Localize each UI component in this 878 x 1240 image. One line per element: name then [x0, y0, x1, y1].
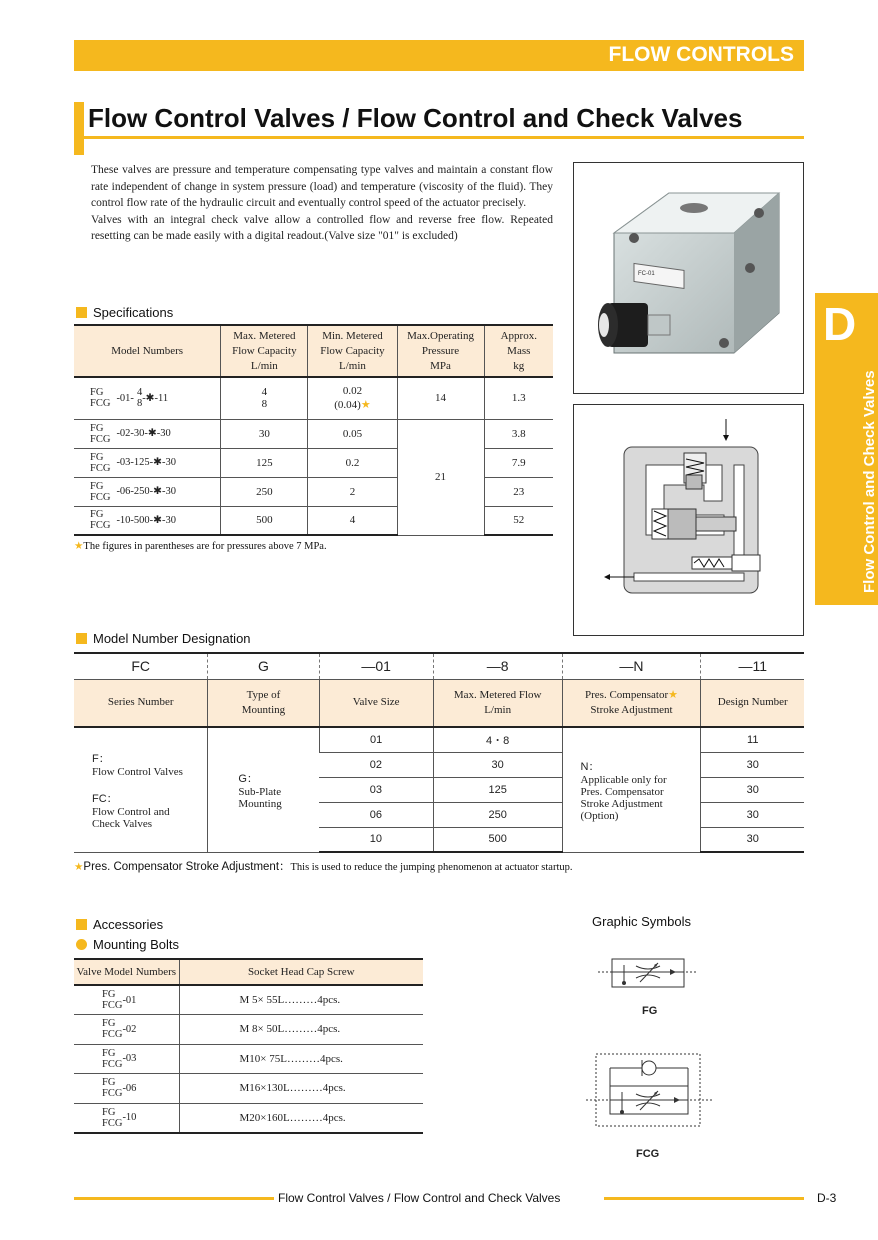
- max-flow-value: 125: [221, 448, 308, 477]
- bolts-header-screw: Socket Head Cap Screw: [179, 959, 423, 985]
- bolt-model-size: -06: [122, 1082, 137, 1094]
- specifications-table: [74, 324, 553, 536]
- header-size: [319, 679, 433, 727]
- compensator-desc-3: Stroke Adjustment: [580, 797, 663, 810]
- design-value: 30: [701, 802, 804, 827]
- spec-header-min-l2: Flow Capacity: [320, 344, 385, 357]
- header-series-text: Series Number: [107, 696, 174, 709]
- footer-line-right: [604, 1197, 804, 1200]
- header-flow-l1: Max. Metered Flow: [453, 688, 542, 701]
- spec-header-mass-l3: kg: [513, 359, 525, 372]
- accessories-heading: [76, 917, 163, 932]
- code-mounting: G: [208, 653, 319, 679]
- header-design-text: Design Number: [717, 696, 788, 709]
- graphic-symbols-heading: Graphic Symbols: [592, 914, 691, 929]
- spec-footnote: [74, 540, 327, 552]
- series-fc-desc-1: Flow Control and: [92, 805, 170, 818]
- table-row: [74, 1103, 423, 1133]
- design-value: 30: [701, 777, 804, 802]
- series-f-desc: Flow Control Valves: [92, 765, 183, 778]
- star-icon: ★: [74, 541, 84, 552]
- max-flow-value: 8: [261, 398, 268, 411]
- specifications-heading-text: Specifications: [93, 305, 174, 320]
- title-underline: [84, 136, 804, 139]
- page-title: Flow Control Valves / Flow Control and Check Valves: [88, 103, 743, 133]
- spec-header-min-l3: L/min: [339, 359, 366, 372]
- spec-header-pressure-l1: Max.Operating: [407, 329, 474, 342]
- header-compensator-l1: Pres. Compensator: [585, 688, 669, 701]
- chapter-tab-label: Flow Control and Check Valves: [861, 370, 878, 593]
- mounting-bolts-heading-text: Mounting Bolts: [93, 937, 179, 952]
- mounting-desc-1: Sub-Plate: [238, 785, 282, 798]
- model-suffix: -02-30-✱-30: [116, 428, 171, 439]
- pressure-value: 14: [397, 377, 484, 419]
- spec-header-model-text: Model Numbers: [111, 344, 184, 357]
- star-icon: ★: [668, 688, 678, 701]
- table-row: [74, 727, 804, 752]
- model-prefix-fg: FG: [90, 451, 104, 463]
- min-flow-value: 0.2: [308, 448, 397, 477]
- spec-header-pressure-l3: MPa: [430, 359, 451, 372]
- max-flow-value: 500: [221, 506, 308, 535]
- fcg-symbol: [586, 1050, 712, 1130]
- heading-square-icon: [76, 919, 87, 930]
- compensator-desc-2: Pres. Compensator: [580, 785, 664, 798]
- fg-symbol: [598, 955, 698, 995]
- mass-value: 52: [484, 506, 553, 535]
- compensator-code: N：: [580, 760, 600, 773]
- table-row: [74, 377, 553, 419]
- series-options: [74, 727, 208, 852]
- header-compensator: [562, 679, 701, 727]
- mounting-bolts-heading: [76, 937, 179, 952]
- spec-footnote-text: The figures in parentheses are for pressures above 7 MPa.: [83, 541, 327, 552]
- spec-header-max-l2: Flow Capacity: [232, 344, 297, 357]
- model-prefix-fcg: FCG: [102, 1000, 123, 1011]
- screw-value: M10× 75L………4pcs.: [179, 1044, 423, 1074]
- spec-header-min-l1: Min. Metered: [322, 329, 383, 342]
- size-value: 01: [319, 727, 433, 752]
- mounting-options: [208, 727, 319, 852]
- intro-text: [91, 162, 553, 245]
- mounting-code: G：: [238, 772, 258, 785]
- header-mounting: [208, 679, 319, 727]
- max-flow-value: 250: [221, 477, 308, 506]
- page-number: D-3: [817, 1191, 837, 1205]
- header-compensator-l2: Stroke Adjustment: [590, 703, 673, 716]
- code-flow: —8: [433, 653, 562, 679]
- model-prefix-fg: FG: [90, 387, 104, 399]
- bolt-model-size: -02: [122, 1023, 137, 1035]
- designation-footnote-text: This is used to reduce the jumping phenomenon at actuator startup.: [290, 862, 573, 873]
- mass-value: 3.8: [484, 419, 553, 448]
- compensator-desc-1: Applicable only for: [580, 773, 667, 786]
- heading-square-icon: [76, 307, 87, 318]
- nameplate-text: FC-01: [638, 271, 655, 277]
- model-prefix-fcg: FCG: [90, 491, 111, 503]
- star-icon: ★: [74, 862, 84, 873]
- designation-footnote-label: Pres. Compensator Stroke Adjustment：: [83, 861, 291, 873]
- bolt-model-size: -01: [122, 994, 137, 1006]
- footer-line-left: [74, 1197, 274, 1200]
- code-series: FC: [74, 653, 208, 679]
- header-mounting-l2: Mounting: [241, 703, 286, 716]
- header-row: [74, 679, 804, 727]
- size-value: 10: [319, 827, 433, 852]
- spec-header-mass-l2: Mass: [507, 344, 531, 357]
- code-size: —01: [319, 653, 433, 679]
- header-size-text: Valve Size: [352, 696, 400, 709]
- size-value: 06: [319, 802, 433, 827]
- flow-value: 30: [433, 752, 562, 777]
- product-photo: [573, 162, 804, 394]
- spec-header-mass: [484, 325, 553, 377]
- star-icon: ★: [360, 399, 371, 412]
- code-row: [74, 653, 804, 679]
- design-value: 30: [701, 827, 804, 852]
- pressure-value: 21: [397, 419, 484, 535]
- model-suffix: -10-500-✱-30: [116, 514, 176, 526]
- flow-value: 125: [433, 777, 562, 802]
- flow-value: 500: [433, 827, 562, 852]
- model-suffix: -06-250-✱-30: [116, 486, 176, 497]
- chapter-tab: [815, 293, 878, 605]
- model-option-4: 4: [136, 387, 143, 399]
- model-prefix-fg: FG: [102, 1018, 116, 1030]
- accessories-heading-text: Accessories: [93, 917, 164, 932]
- min-flow-value: (0.04): [334, 399, 361, 412]
- min-flow-value: 0.05: [308, 419, 397, 448]
- heading-square-icon: [76, 633, 87, 644]
- spec-header-model: [74, 325, 221, 377]
- model-prefix-fg: FG: [102, 1077, 116, 1089]
- model-prefix-fg: FG: [102, 1047, 116, 1059]
- series-fc-code: FC：: [92, 792, 118, 805]
- design-value: 30: [701, 752, 804, 777]
- model-designation-heading-text: Model Number Designation: [93, 631, 251, 646]
- mass-value: 1.3: [484, 377, 553, 419]
- model-prefix-fcg: FCG: [102, 1058, 123, 1070]
- intro-paragraph-1: These valves are pressure and temperature compensating type valves and maintain a constant flow rate independent of change in system pressure (load) and temperature (viscosity of the fluid). They control flow rate of the hydraulic circuit and eventually control speed of the actuator precisely.: [91, 164, 553, 210]
- min-flow-value: 4: [308, 506, 397, 535]
- specifications-heading: [76, 305, 173, 320]
- table-row: [74, 1044, 423, 1074]
- section-banner: [74, 40, 804, 71]
- table-row: [74, 985, 423, 1015]
- series-f-code: F：: [92, 752, 110, 765]
- compensator-options: [562, 727, 701, 852]
- valve-section-diagram: [573, 404, 804, 636]
- spec-header-max-l3: L/min: [250, 359, 278, 372]
- banner-title: FLOW CONTROLS: [608, 43, 794, 66]
- bolts-header-model: Valve Model Numbers: [74, 959, 179, 985]
- size-value: 02: [319, 752, 433, 777]
- model-suffix: -03-125-✱-30: [116, 457, 176, 468]
- header-mounting-l1: Type of: [246, 688, 281, 701]
- model-option-8: 8: [136, 398, 143, 410]
- model-prefix-fg: FG: [90, 480, 104, 492]
- model-suffix: -01-: [116, 392, 134, 404]
- max-flow-value: 30: [221, 419, 308, 448]
- min-flow-value: 2: [308, 477, 397, 506]
- model-prefix-fcg: FCG: [90, 398, 111, 410]
- bullet-dot-icon: [76, 939, 87, 950]
- model-prefix-fg: FG: [90, 509, 104, 521]
- spec-header-max: [221, 325, 308, 377]
- mounting-desc-2: Mounting: [238, 797, 282, 810]
- model-prefix-fcg: FCG: [102, 1088, 123, 1100]
- model-prefix-fg: FG: [102, 989, 116, 1000]
- flow-value: 250: [433, 802, 562, 827]
- header-series: [74, 679, 208, 727]
- table-row: [74, 419, 553, 448]
- model-prefix-fcg: FCG: [90, 462, 111, 474]
- mass-value: 23: [484, 477, 553, 506]
- screw-value: M16×130L………4pcs.: [179, 1074, 423, 1104]
- size-value: 03: [319, 777, 433, 802]
- compensator-desc-4: (Option): [580, 809, 619, 822]
- model-prefix-fcg: FCG: [102, 1117, 123, 1129]
- designation-footnote: [74, 858, 573, 874]
- flow-value: 4・8: [433, 727, 562, 752]
- model-prefix-fcg: FCG: [102, 1029, 123, 1041]
- header-flow-l2: L/min: [484, 703, 512, 716]
- title-accent-bar: [74, 102, 84, 155]
- mounting-bolts-table: [74, 958, 423, 1134]
- model-prefix-fcg: FCG: [90, 433, 111, 445]
- model-prefix-fg: FG: [90, 422, 104, 434]
- spec-header-mass-l1: Approx.: [500, 329, 537, 342]
- model-tail: -✱-11: [142, 392, 169, 404]
- footer-title: Flow Control Valves / Flow Control and Check Valves: [278, 1191, 561, 1205]
- model-designation-heading: [76, 631, 251, 646]
- spec-header-min: [308, 325, 397, 377]
- spec-header-pressure: [397, 325, 484, 377]
- model-prefix-fcg: FCG: [90, 520, 111, 532]
- spec-header-max-l1: Max. Metered: [233, 329, 296, 342]
- fcg-symbol-label: FCG: [636, 1148, 660, 1160]
- header-flow: [433, 679, 562, 727]
- fg-symbol-label: FG: [642, 1005, 658, 1017]
- bolt-model-size: -03: [122, 1053, 137, 1065]
- spec-header-pressure-l2: Pressure: [421, 344, 460, 357]
- chapter-letter: D: [823, 298, 857, 350]
- header-design: [701, 679, 804, 727]
- screw-value: M 8× 50L………4pcs.: [179, 1015, 423, 1045]
- series-fc-desc-2: Check Valves: [92, 817, 152, 830]
- max-flow-value: 4: [261, 386, 268, 399]
- model-prefix-fg: FG: [102, 1106, 116, 1118]
- code-compensator: —N: [562, 653, 701, 679]
- screw-value: M 5× 55L………4pcs.: [179, 985, 423, 1015]
- mass-value: 7.9: [484, 448, 553, 477]
- design-value: 11: [701, 727, 804, 752]
- code-design: —11: [701, 653, 804, 679]
- screw-value: M20×160L………4pcs.: [179, 1103, 423, 1133]
- table-row: [74, 1074, 423, 1104]
- min-flow-value: 0.02: [342, 385, 363, 398]
- model-designation-table: [74, 652, 804, 853]
- intro-paragraph-2: Valves with an integral check valve allow a controlled flow and reverse free flow. Repeated resetting can be made easily with a digital readout.(Valve size "01" is excluded): [91, 213, 553, 243]
- bolt-model-size: -10: [122, 1112, 137, 1123]
- table-row: [74, 1015, 423, 1045]
